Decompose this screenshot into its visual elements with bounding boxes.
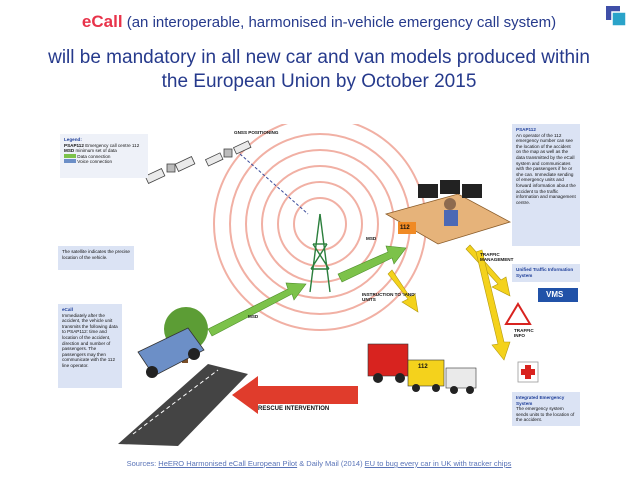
- headline-line-2: the European Union by October 2015: [161, 71, 477, 92]
- traffic-warning-sign-icon: [506, 304, 530, 324]
- headline: [0, 46, 638, 94]
- integrated-emergency-box: [512, 392, 580, 426]
- psap-box-title: PSAP112: [516, 127, 536, 132]
- msd-label-upper: MSD: [366, 236, 377, 241]
- satellite-icon: [205, 141, 250, 166]
- traffic-management-label: TRAFFIC MANAGEMENT: [480, 252, 514, 262]
- data-connection-swatch: [64, 154, 76, 158]
- sources-footer: [0, 459, 638, 468]
- msd-label-lower: MSD: [248, 314, 259, 319]
- gnss-signal-line: [240, 154, 308, 214]
- gnss-label: GNSS POSITIONING: [234, 130, 279, 135]
- rescue-intervention-label: RESCUE INTERVENTION: [258, 406, 330, 412]
- psap-112-sign: 112: [400, 225, 410, 231]
- sources-prefix: Sources:: [126, 459, 159, 468]
- sources-middle: & Daily Mail (2014): [297, 459, 365, 468]
- emergency-arrow: [476, 250, 510, 360]
- legend-voice-connection: Voice connection: [77, 159, 113, 165]
- satellite-note-text: The satellite indicates the precise location of the vehicle.: [62, 249, 130, 260]
- legend-msd-desc: minimum set of data: [75, 148, 117, 154]
- legend-data-connection: Data connection: [77, 153, 111, 159]
- unified-traffic-title: Unified Traffic Information System: [516, 267, 574, 278]
- ecall-box-text: Immediately after the accident, the vehicle unit transmits the following data to PSAP112: time and location of the accident, direction and number of passengers. The passengers may then communicate with the 112 line operator.: [62, 312, 118, 368]
- legend-psap-key: PSAP112: [64, 142, 84, 148]
- legend-title: Legend:: [64, 137, 82, 142]
- brand-ecall: eCall: [81, 12, 123, 31]
- psap-operator-desk: [386, 180, 510, 244]
- legend-box: [60, 134, 148, 178]
- source-link-dailymail[interactable]: EU to bug every car in UK with tracker chips: [364, 459, 512, 468]
- instruction-arrow: [388, 270, 418, 312]
- source-link-heero[interactable]: HeERO Harmonised eCall European Pilot: [158, 459, 298, 468]
- psap-info-box: [512, 124, 580, 246]
- satellite-icon: [145, 157, 195, 184]
- instruction-label: INSTRUCTION TO 'IAND' UNITS: [362, 292, 416, 302]
- headline-line-1: will be mandatory in all new car and van models produced within: [48, 47, 590, 68]
- legend-psap-desc: Emergency call centre 112: [85, 142, 140, 148]
- ecall-info-box: [58, 304, 122, 388]
- traffic-info-label: TRAFFIC INFO: [514, 328, 534, 338]
- integrated-emergency-title: Integrated Emergency System: [516, 395, 565, 406]
- voice-connection-swatch: [64, 159, 76, 163]
- satellite-note-box: [58, 246, 134, 270]
- ecall-box-title: eCall: [62, 307, 73, 312]
- psap-box-text: An operator of the 112 emergency number can see the location of the accident on the map as well as the data transmitted by the eCall system and communicates with the passengers if he or she can. Immediate sending of emergency units and forward information about the accident to the traffic information and management centre.: [516, 132, 576, 205]
- integrated-emergency-text: The emergency system sends units to the location of the accident.: [516, 406, 575, 423]
- antenna-tower-icon: [310, 214, 330, 292]
- ecall-diagram: [58, 124, 580, 446]
- slide-title: [0, 12, 638, 32]
- vms-label: VMS: [546, 290, 564, 299]
- subtitle: (an interoperable, harmonised in-vehicle emergency call system): [126, 14, 557, 31]
- unified-traffic-box: [512, 264, 580, 282]
- legend-msd-key: MSD: [64, 148, 75, 154]
- crashed-car-scene: [118, 307, 248, 446]
- red-cross-icon: [518, 362, 538, 382]
- truck-112-label: 112: [418, 364, 428, 370]
